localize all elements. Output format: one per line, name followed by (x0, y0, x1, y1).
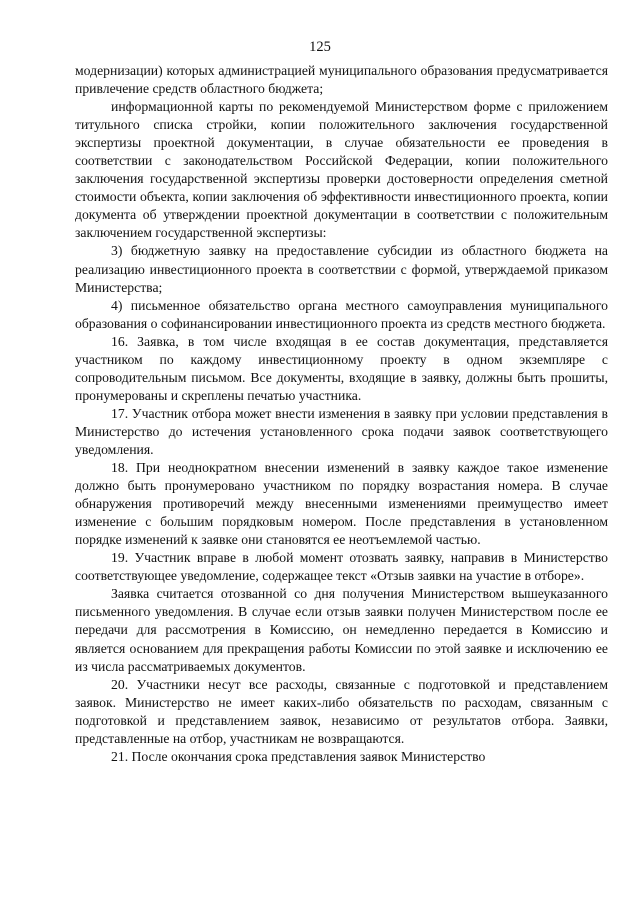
page-number: 125 (309, 39, 331, 55)
paragraph-clause-17: 17. Участник отбора может внести изменения в заявку при условии представления в Министерство до истечения установленного срока подачи заявок соответствующего уведомления. (75, 405, 608, 457)
document-body (75, 62, 608, 766)
paragraph-clause-20: 20. Участники несут все расходы, связанные с подготовкой и представлением заявок. Министерство не имеет каких-либо обязательств по расходам, связанным с подготовкой и представлением заявок, независимо от результатов отбора. Заявки, представленные на отбор, участникам не возвращаются. (75, 676, 608, 746)
paragraph-modernization: модернизации) которых администрацией муниципального образования предусматривается привлечение средств областного бюджета; (75, 63, 608, 97)
paragraph-withdrawal: Заявка считается отозванной со дня получения Министерством вышеуказанного письменного уведомления. В случае если отзыв заявки получен Министерством после ее передачи для рассмотрения в Комиссию, он немедленно передается в Комиссию и является основанием для прекращения работы Комиссии по этой заявке и исключению ее из числа рассматриваемых документов. (75, 586, 608, 674)
paragraph-information-card: информационной карты по рекомендуемой Министерством форме с приложением титульного списка стройки, копии положительного заключения государственной экспертизы проектной документации, в случае обязательности ее проведения в соответствии с законодательством Российской Федерации, копии положительного заключения государственной экспертизы проверки достоверности определения сметной стоимости объекта, копии заключения об эффективности инвестиционного проекта, копии документа об утверждении проектной документации в соответствии с положительным заключением государственной экспертизы: (75, 99, 608, 241)
paragraph-clause-21: 21. После окончания срока представления заявок Министерство (111, 748, 486, 764)
paragraph-clause-16: 16. Заявка, в том числе входящая в ее состав документация, представляется участником по каждому инвестиционному проекту в одном экземпляре с сопроводительным письмом. Все документы, входящие в заявку, должны быть прошиты, пронумерованы и скреплены печатью участника. (75, 333, 608, 403)
paragraph-clause-19: 19. Участник вправе в любой момент отозвать заявку, направив в Министерство соответствующее уведомление, содержащее текст «Отзыв заявки на участие в отборе». (75, 550, 608, 584)
paragraph-item-3-budget-application: 3) бюджетную заявку на предоставление субсидии из областного бюджета на реализацию инвестиционного проекта в соответствии с формой, утверждаемой приказом Министерства; (75, 243, 608, 295)
paragraph-clause-18: 18. При неоднократном внесении изменений в заявку каждое такое изменение должно быть пронумеровано участником по порядку возрастания номера. В случае обнаружения противоречий между внесенными изменениями преимущество имеет изменение с большим порядковым номером. После представления в установленном порядке изменений к заявке они становятся ее неотъемлемой частью. (75, 460, 608, 548)
paragraph-item-4-written-obligation: 4) письменное обязательство органа местного самоуправления муниципального образования о софинансировании инвестиционного проекта из средств местного бюджета. (75, 297, 608, 331)
